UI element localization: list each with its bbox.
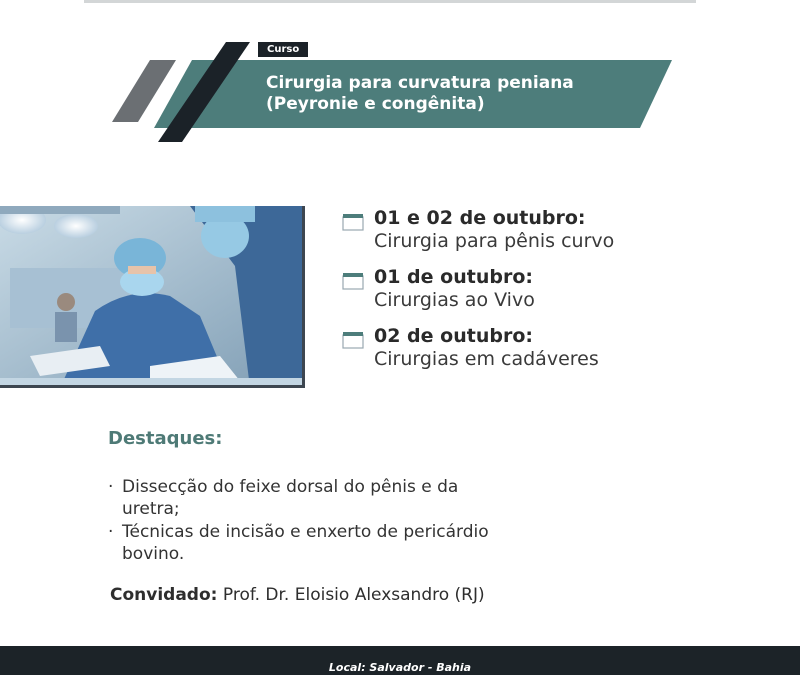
schedule-desc: Cirurgia para pênis curvo [374,230,615,252]
highlight-line: bovino. [122,544,185,564]
course-title-line1: Cirurgia para curvatura peniana [266,73,574,93]
course-title [266,73,646,115]
guest-line [110,585,485,605]
schedule-item [340,265,780,324]
calendar-icon [342,272,364,290]
schedule-item [340,324,780,383]
highlight-item [108,476,628,520]
highlight-line: uretra; [122,499,180,519]
calendar-icon [342,213,364,231]
highlight-line: Dissecção do feixe dorsal do pênis e da [122,477,459,497]
bullet-dot: · [108,477,114,497]
highlight-item [108,521,628,565]
schedule-date: 01 e 02 de outubro: [374,207,586,229]
schedule-desc: Cirurgias ao Vivo [374,289,535,311]
schedule-date: 01 de outubro: [374,266,533,288]
schedule-desc: Cirurgias em cadáveres [374,348,599,370]
guest-label: Convidado: [110,585,218,605]
schedule-list [340,206,780,383]
bullet-dot: · [108,522,114,542]
footer-location: Local: Salvador - Bahia [328,661,472,674]
schedule-date: 02 de outubro: [374,325,533,347]
course-badge: Curso [258,42,308,57]
calendar-icon [342,331,364,349]
highlights-list [108,476,628,566]
highlight-line: Técnicas de incisão e enxerto de pericárdio [122,522,489,542]
guest-name: Prof. Dr. Eloisio Alexsandro (RJ) [222,585,485,605]
course-banner [0,0,800,150]
surgery-photo [0,206,305,388]
highlights-title: Destaques: [108,428,223,449]
surgery-illustration [0,206,305,388]
schedule-item [340,206,780,265]
course-title-line2: (Peyronie e congênita) [266,94,485,114]
footer-bar [0,646,800,675]
